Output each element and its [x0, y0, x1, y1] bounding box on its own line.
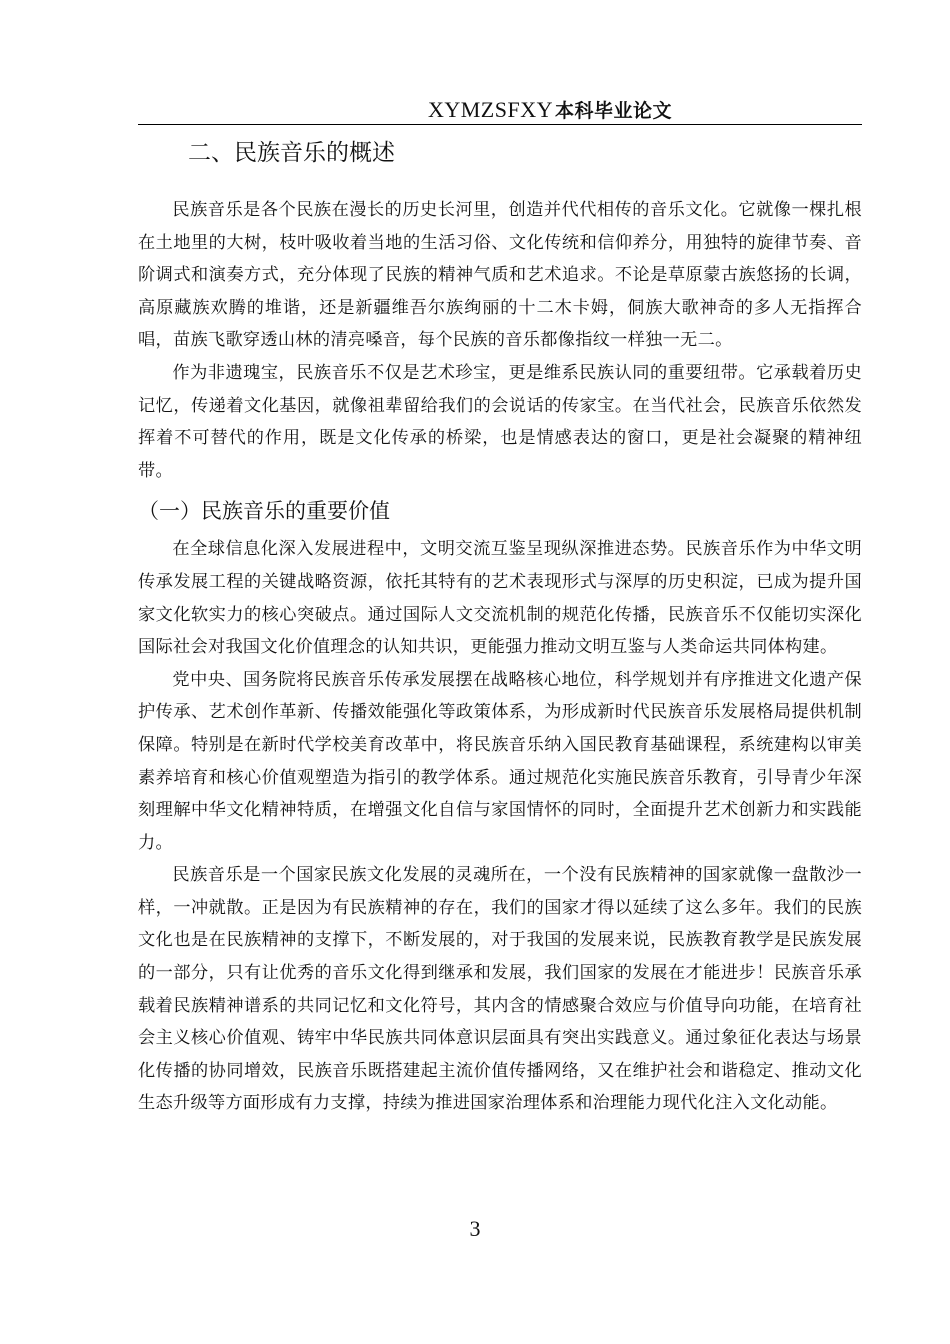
header-title [428, 96, 672, 123]
section-paragraph: 民族音乐是各个民族在漫长的历史长河里，创造并代代相传的音乐文化。它就像一棵扎根在土地里的大树，枝叶吸收着当地的生活习俗、文化传统和信仰养分，用独特的旋律节奏、音阶调式和演奏方式，充分体现了民族的精神气质和艺术追求。不论是草原蒙古族悠扬的长调，高原藏族欢腾的堆谐，还是新疆维吾尔族绚丽的十二木卡姆，侗族大歌神奇的多人无指挥合唱，苗族飞歌穿透山林的清亮嗓音，每个民族的音乐都像指纹一样独一无二。 [138, 200, 862, 351]
page-number: 3 [469, 1216, 481, 1241]
subsection-paragraph: 党中央、国务院将民族音乐传承发展摆在战略核心地位，科学规划并有序推进文化遗产保护传承、艺术创作革新、传播效能强化等政策体系，为形成新时代民族音乐发展格局提供机制保障。特别是在新时代学校美育改革中，将民族音乐纳入国民教育基础课程，系统建构以审美素养培育和核心价值观塑造为指引的教学体系。通过规范化实施民族音乐教育，引导青少年深刻理解中华文化精神特质，在增强文化自信与家国情怀的同时，全面提升艺术创新力和实践能力。 [138, 669, 862, 853]
header-title-cn: 本科毕业论文 [554, 100, 672, 122]
subsection-heading: （一）民族音乐的重要价值 [138, 499, 390, 524]
running-header [138, 92, 862, 125]
header-code: XYMZSFXY [427, 97, 553, 122]
section-paragraph: 作为非遗瑰宝，民族音乐不仅是艺术珍宝，更是维系民族认同的重要纽带。它承载着历史记忆，传递着文化基因，就像祖辈留给我们的会说话的传家宝。在当代社会，民族音乐依然发挥着不可替代的作用，既是文化传承的桥梁，也是情感表达的窗口，更是社会凝聚的精神纽带。 [138, 362, 862, 481]
subsection-paragraph: 民族音乐是一个国家民族文化发展的灵魂所在，一个没有民族精神的国家就像一盘散沙一样，一冲就散。正是因为有民族精神的存在，我们的国家才得以延续了这么多年。我们的民族文化也是在民族精神的支撑下，不断发展的，对于我国的发展来说，民族教育教学是民族发展的一部分，只有让优秀的音乐文化得到继承和发展，我们国家的发展在才能进步！民族音乐承载着民族精神谱系的共同记忆和文化符号，其内含的情感聚合效应与价值导向功能，在培育社会主义核心价值观、铸牢中华民族共同体意识层面具有突出实践意义。通过象征化表达与场景化传播的协同增效，民族音乐既搭建起主流价值传播网络，又在维护社会和谐稳定、推动文化生态升级等方面形成有力支撑，持续为推进国家治理体系和治理能力现代化注入文化动能。 [138, 865, 862, 1114]
subsection-paragraph: 在全球信息化深入发展进程中，文明交流互鉴呈现纵深推进态势。民族音乐作为中华文明传承发展工程的关键战略资源，依托其特有的艺术表现形式与深厚的历史积淀，已成为提升国家文化软实力的核心突破点。通过国际人文交流机制的规范化传播，民族音乐不仅能切实深化国际社会对我国文化价值理念的认知共识，更能强力推动文明互鉴与人类命运共同体构建。 [138, 539, 862, 658]
section-heading: 二、民族音乐的概述 [188, 140, 395, 166]
page-body [138, 130, 862, 1120]
